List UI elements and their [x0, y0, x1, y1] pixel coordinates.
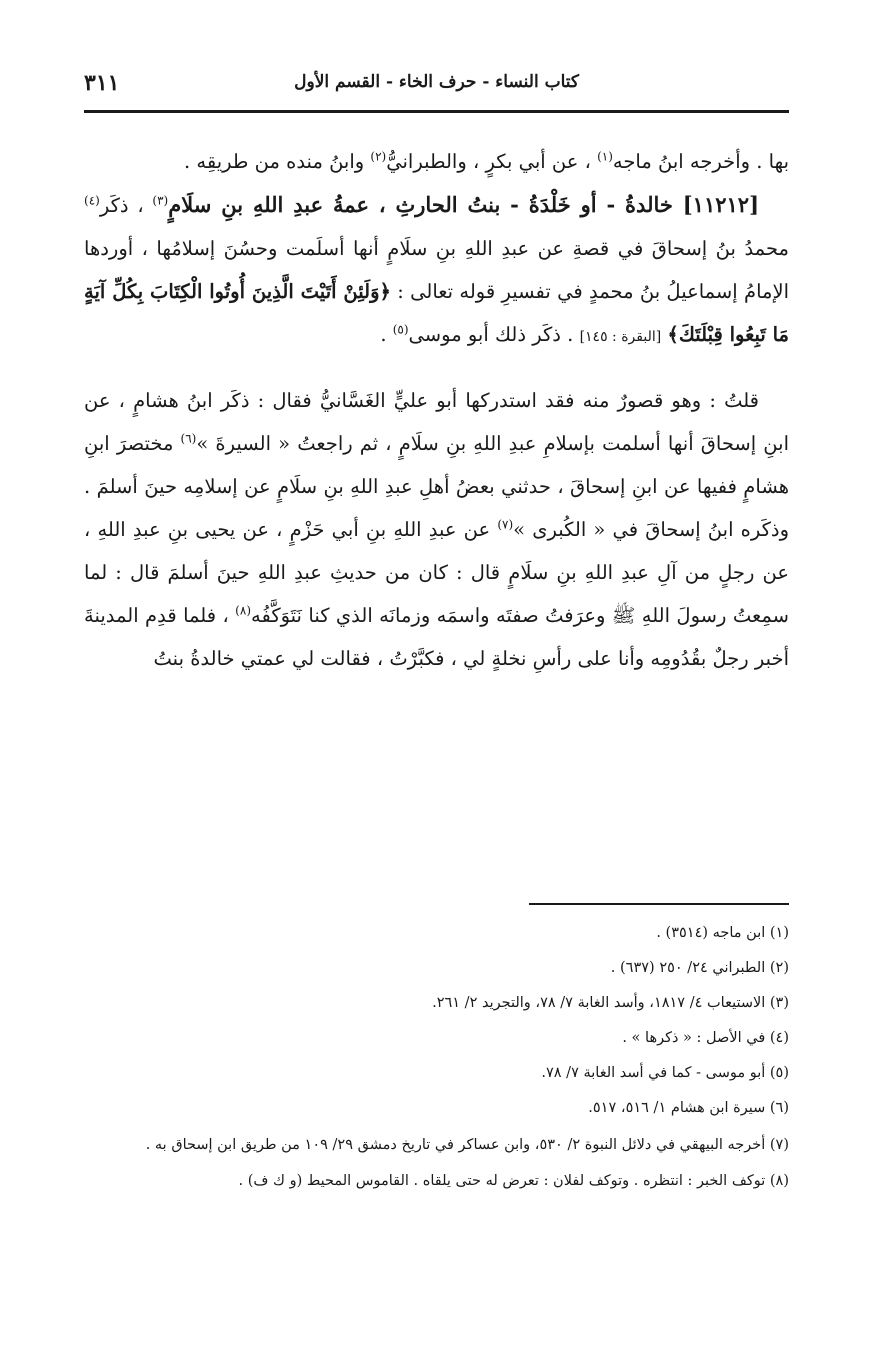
commentary-paragraph	[84, 379, 789, 680]
text-run: مختصرَ ابنِ هشامٍ ففيها عن ابنِ إسحاقَ ، حدثني بعضُ أهلِ عبدِ اللهِ بنِ سلَامٍ عن إسلامِه حينَ أسلمَ . وذكَره ابنُ إسحاقَ في « الكُبرى »	[84, 432, 790, 541]
text-run: . ذكَر ذلك أبو موسى	[408, 323, 574, 346]
verse-reference: [البقرة : ١٤٥]	[579, 329, 662, 345]
entry-heading: [١١٢١٢] خالدةُ - أو خَلْدَةُ - بنتُ الحارثِ ، عمةُ عبدِ اللهِ بنِ سلَامٍ	[168, 192, 760, 217]
footnote-marker-4: (٤)	[84, 193, 100, 208]
page-number: ٣١١	[84, 70, 120, 96]
footnote-marker-8: (٨)	[235, 603, 251, 618]
text-run: عن عبدِ اللهِ بنِ أبي حَزْمٍ ، عن يحيى بنِ عبدِ اللهِ ، عن رجلٍ من آلِ عبدِ اللهِ بنِ سلَامٍ قال : كان من حديثِ عبدِ اللهِ حينَ أسلمَ قال : لما سمِعتُ رسولَ اللهِ ﷺ وعرَفتُ صفتَه واسمَه وزمانَه الذي كنا نَتَوَكَّفُه	[84, 518, 789, 627]
text-run: بها . وأخرجه ابنُ ماجه	[612, 150, 789, 173]
footnote-marker-2: (٢)	[370, 149, 387, 164]
footnote-5: (٥) أبو موسى - كما في أسد الغابة ٧/ ٧٨.	[541, 1065, 789, 1081]
footnote-marker-1: (١)	[597, 149, 613, 164]
footnote-marker-7: (٧)	[497, 517, 514, 532]
footnote-marker-3: (٣)	[152, 193, 169, 208]
running-header	[84, 62, 789, 102]
footnote-marker-5: (٥)	[392, 322, 409, 337]
footnote-1: (١) ابن ماجه (٣٥١٤) .	[656, 925, 789, 941]
header-rule	[84, 110, 789, 113]
text-run: قلتُ : وهو قصورٌ منه فقد استدركها أبو عليٍّ الغَسَّانيُّ فقال : ذكَر ابنُ هشامٍ ، عن ابنِ إسحاقَ أنها أسلمت بإسلامِ عبدِ اللهِ بنِ سلَامٍ ، ثم راجعتُ « السيرةَ »	[84, 389, 789, 455]
entry-paragraph	[84, 183, 789, 359]
footnote-marker-6: (٦)	[180, 431, 197, 446]
footnote-4: (٤) في الأصل : « ذكرها » .	[622, 1030, 789, 1046]
footnote-6: (٦) سيرة ابن هشام ١/ ٥١٦، ٥١٧.	[588, 1100, 789, 1116]
text-run: .	[380, 323, 387, 346]
text-run: محمدُ بنُ إسحاقَ في قصةِ عن عبدِ اللهِ بنِ سلَامٍ أنها أسلَمت وحسُنَ إسلامُها ، أوردها الإمامُ إسماعيلُ بنُ محمدٍ في تفسيرِ قوله تعالى :	[84, 237, 789, 303]
footnotes	[84, 920, 789, 1203]
running-header-title: كتاب النساء - حرف الخاء - القسم الأول	[294, 72, 579, 92]
text-run: ، فلما قدِم المدينةَ أخبر رجلٌ بقُدُومِه وأنا على رأسِ نخلةٍ لي ، فكبَّرْتُ ، فقالت لي عمتي خالدةُ بنتُ	[84, 604, 789, 670]
quran-verse: ﴿وَلَئِنْ أَتَيْتَ الَّذِينَ أُوتُوا الْكِتَابَ بِكُلِّ آيَةٍ مَا تَبِعُوا قِبْلَتَكَ﴾	[84, 280, 789, 346]
text-run: ، ذكَر	[99, 194, 144, 217]
footnote-3: (٣) الاستيعاب ٤/ ١٨١٧، وأسد الغابة ٧/ ٧٨، والتجريد ٢/ ٢٦١.	[432, 995, 789, 1011]
footnote-8: (٨) توكف الخبر : انتظره . وتوكف لفلان : تعرض له حتى يلقاه . القاموس المحيط (و ك ف) .	[238, 1173, 789, 1189]
text-run: ، عن أبي بكرٍ ، والطبرانيُّ	[386, 150, 591, 173]
footnote-rule	[529, 903, 789, 905]
paragraph-continuation	[84, 140, 789, 183]
footnote-2: (٢) الطبراني ٢٤/ ٢٥٠ (٦٣٧) .	[610, 960, 789, 976]
footnote-7: (٧) أخرجه البيهقي في دلائل النبوة ٢/ ٥٣٠، وابن عساكر في تاريخ دمشق ٢٩/ ١٠٩ من طريق ابن إسحاق به .	[145, 1137, 789, 1153]
main-text	[84, 140, 789, 680]
text-run: وابنُ منده من طريقِه .	[184, 150, 365, 173]
